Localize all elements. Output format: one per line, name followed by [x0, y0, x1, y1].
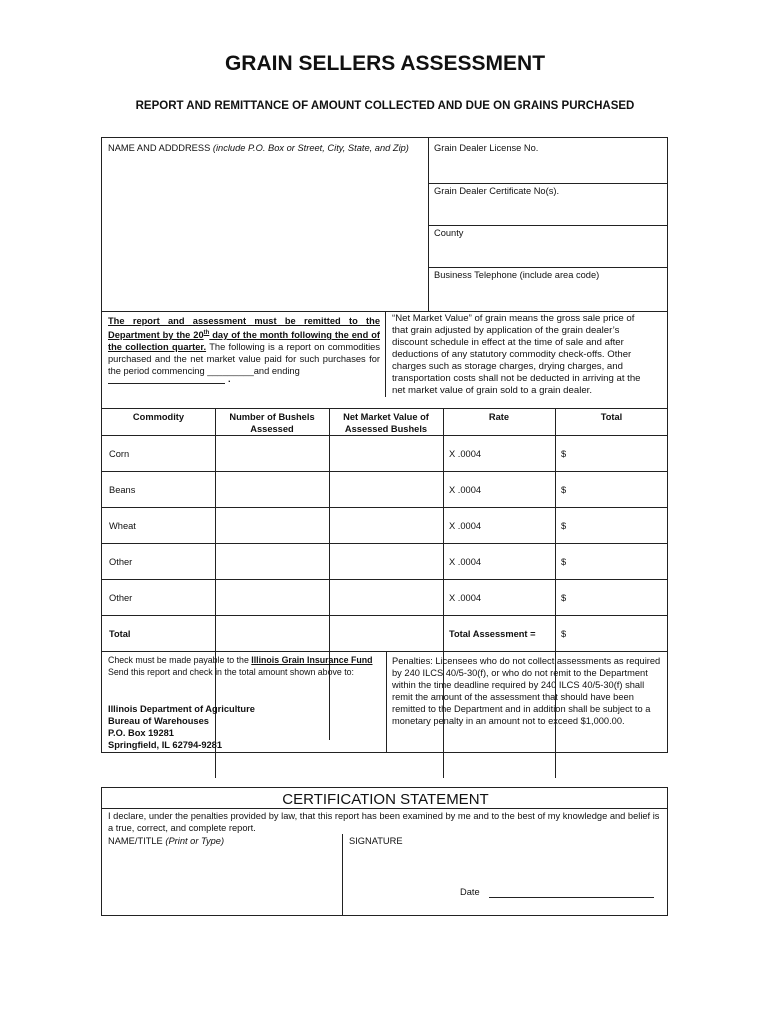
row-rate: X .0004 — [449, 485, 482, 495]
row-rate: X .0004 — [449, 593, 482, 603]
name-title-field[interactable] — [108, 835, 224, 847]
total-assessment-value[interactable]: $ — [561, 629, 567, 639]
total-row-label: Total — [109, 629, 131, 639]
payable-instructions — [108, 655, 384, 678]
form-title: GRAIN SELLERS ASSESSMENT — [224, 52, 546, 75]
penalties-text: Penalties: Licensees who do not collect assessments as required by 240 ILCS 40/5-30(f), or who do not remit to the Department within the time deadline required by 240 ILCS 40/5-30(f) shall remit the amount of the assessment that should have been remitted to the Department and in addition shall be subject to a monetary penalty in an amount not to exceed $1,000.00. — [392, 656, 661, 726]
assessment-form — [101, 137, 668, 753]
name-address-label: NAME AND ADDDRESS — [108, 143, 211, 153]
row-commodity: Other — [109, 557, 133, 567]
date-label: Date — [460, 887, 480, 897]
business-phone-field[interactable] — [434, 269, 599, 281]
header-total: Total — [600, 412, 623, 422]
county-label: County — [434, 228, 464, 238]
business-phone-label: Business Telephone (include area code) — [434, 270, 600, 280]
name-title-label: NAME/TITLE — [108, 836, 163, 846]
address-line: Springfield, IL 62794-9281 — [108, 740, 223, 750]
notice-deadline-cont: day of the month following the end of the collection quarter. — [108, 330, 381, 353]
header-rate: Rate — [488, 412, 510, 422]
license-no-field[interactable] — [434, 142, 538, 154]
period-end-dot: . — [228, 374, 231, 384]
certificate-no-field[interactable] — [434, 185, 559, 197]
header-net-value: Net Market Value of Assessed Bushels — [343, 412, 429, 434]
name-address-note: (include P.O. Box or Street, City, State, and Zip) — [212, 143, 409, 153]
send-report-text: Send this report and check in the total amount shown above to: — [108, 666, 354, 677]
form-subtitle: REPORT AND REMITTANCE OF AMOUNT COLLECTED AND DUE ON GRAINS PURCHASED — [135, 100, 635, 112]
row-total[interactable]: $ — [561, 485, 567, 495]
row-rate: X .0004 — [449, 521, 482, 531]
net-market-value-definition: “Net Market Value” of grain means the gross sale price of that grain adjusted by application of the grain dealer’s discount schedule in effect at the time of sale and after deductions of any statutory commodity check-offs. Other charges such as storage charges, drying charges, and transportation costs shall not be deducted in arriving at the net market value of grain sold to a grain dealer. — [392, 313, 641, 396]
address-line: P.O. Box 19281 — [108, 728, 174, 738]
mailing-address — [108, 703, 384, 751]
header-bushels: Number of Bushels Assessed — [229, 412, 315, 434]
row-commodity: Corn — [109, 449, 130, 459]
row-total[interactable]: $ — [561, 557, 567, 567]
header-commodity: Commodity — [132, 412, 185, 422]
certification-declaration: I declare, under the penalties provided by law, that this report has been examined by me and to the best of my knowledge and belief is a true, correct, and complete report. — [108, 811, 660, 833]
period-ending-line[interactable] — [108, 383, 225, 384]
address-line: Illinois Department of Agriculture — [108, 704, 255, 714]
notice-body: The following is a report on commodities purchased and the net market value paid for such purchases for the period commencing _________and ending — [108, 342, 380, 377]
license-no-label: Grain Dealer License No. — [434, 143, 539, 153]
signature-field[interactable]: SIGNATURE — [349, 836, 403, 846]
name-title-note: (Print or Type) — [165, 836, 225, 846]
certificate-no-label: Grain Dealer Certificate No(s). — [434, 186, 560, 196]
certification-title: CERTIFICATION STATEMENT — [282, 791, 489, 808]
row-rate: X .0004 — [449, 557, 482, 567]
row-commodity: Beans — [109, 485, 136, 495]
notice-deadline: The report and assessment must be remitted to the Department by the 20 — [108, 316, 380, 341]
row-commodity: Other — [109, 593, 133, 603]
date-line[interactable] — [489, 897, 654, 898]
report-notice — [108, 315, 380, 377]
row-total[interactable]: $ — [561, 449, 567, 459]
total-assessment-label: Total Assessment = — [449, 629, 536, 639]
row-commodity: Wheat — [109, 521, 136, 531]
row-rate: X .0004 — [449, 449, 482, 459]
notice-sup: th — [203, 330, 210, 336]
address-line: Bureau of Warehouses — [108, 716, 209, 726]
county-field[interactable] — [434, 227, 463, 239]
certification-section — [101, 787, 668, 916]
row-total[interactable]: $ — [561, 521, 567, 531]
row-total[interactable]: $ — [561, 593, 567, 603]
fund-name: Illinois Grain Insurance Fund — [251, 655, 373, 665]
name-address-field[interactable] — [108, 142, 422, 154]
payable-to-text: Check must be made payable to the — [108, 655, 252, 665]
